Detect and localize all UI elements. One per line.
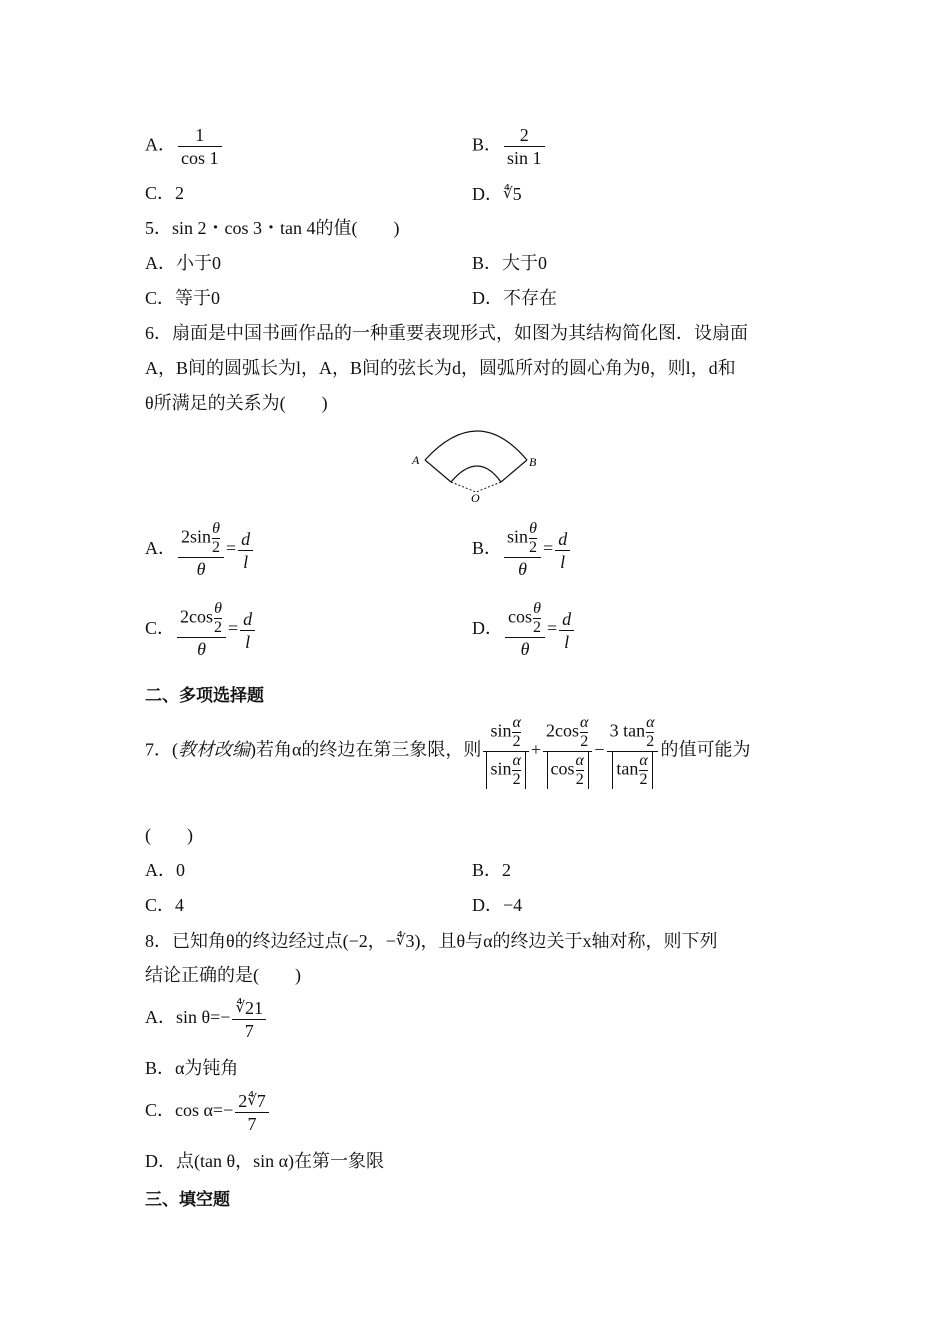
fan-label-b: B: [529, 455, 537, 469]
section-3-heading: 三、填空题: [145, 1190, 230, 1210]
q6-option-a: A． 2sin $\frac{\theta}{2}$ θ = $\frac{d}{l}$: [145, 520, 255, 580]
q7-option-d: D．−4: [472, 895, 523, 915]
q5-option-c: C．等于0: [145, 288, 221, 308]
q6-stem-line2: A，B间的圆弧长为l，A，B间的弦长为d，圆弧所对的圆心角为θ，则l，d和: [145, 358, 736, 378]
q8-option-a: A．sin θ=− $\frac{∜21}{7}$: [145, 996, 268, 1042]
q4-option-b: B． $\frac{2}{\sin 1}$: [472, 124, 547, 169]
q5-option-a: A．小于0: [145, 253, 221, 273]
q8-stem-line1: 8．已知角θ的终边经过点(−2，−∜3)，且θ与α的终边关于x轴对称，则下列: [145, 931, 718, 951]
q7-answer-paren: ( ): [145, 825, 193, 845]
q7-option-c: C．4: [145, 895, 185, 915]
fan-radius-right: [476, 482, 501, 492]
q8-option-d: D．点(tan θ，sin α)在第一象限: [145, 1151, 385, 1171]
fan-outer-arc: [425, 431, 527, 460]
q5-stem: 5．sin 2・cos 3・tan 4的值( ): [145, 218, 400, 238]
fan-label-o: O: [471, 491, 480, 505]
q5-option-b: B．大于0: [472, 253, 548, 273]
radical-icon: ∜: [247, 1091, 257, 1109]
fan-edge-right: [501, 460, 527, 482]
q7-option-a: A．0: [145, 860, 185, 880]
fan-edge-left: [425, 460, 451, 482]
q6-stem-line1: 6．扇面是中国书画作品的一种重要表现形式，如图为其结构简化图．设扇面: [145, 323, 748, 343]
q7-stem: 7．(教材改编)若角α的终边在第三象限，则 sin $\frac{\alpha}{2}$ sin $\frac{\alpha}{2}$ + 2cos $\frac{\alpha}{2}$ cos $\frac{\alpha}{2}$ − 3 tan $\frac{\alpha}{2}$ tan $\frac{\alpha}{2}$ 的值可能为: [145, 714, 751, 788]
q6-option-d: D． cos $\frac{\theta}{2}$ θ = $\frac{d}{l}$: [472, 600, 576, 660]
section-2-heading: 二、多项选择题: [145, 686, 264, 706]
radical-icon: ∜: [395, 931, 406, 949]
q8-option-c: C．cos α=− $\frac{2∜7}{7}$: [145, 1089, 271, 1135]
q6-option-c: C． 2cos $\frac{\theta}{2}$ θ = $\frac{d}{l}$: [145, 600, 257, 660]
q6-stem-line3: θ所满足的关系为( ): [145, 393, 328, 413]
q7-option-b: B．2: [472, 860, 512, 880]
fan-inner-arc: [451, 466, 501, 482]
q4-option-c: C．2: [145, 183, 185, 203]
q8-option-b: B．α为钝角: [145, 1058, 239, 1078]
radical-icon: ∜: [503, 184, 513, 202]
q4-option-d: D．∜5: [472, 184, 522, 204]
fan-figure: [405, 422, 555, 508]
radical-icon: ∜: [235, 998, 245, 1016]
q6-option-b: B． sin $\frac{\theta}{2}$ θ = $\frac{d}{l}$: [472, 520, 572, 580]
q4-option-a: A． $\frac{1}{\cos 1}$: [145, 124, 224, 169]
q8-stem-line2: 结论正确的是( ): [145, 965, 301, 985]
fan-label-a: A: [412, 453, 420, 467]
q5-option-d: D．不存在: [472, 288, 557, 308]
